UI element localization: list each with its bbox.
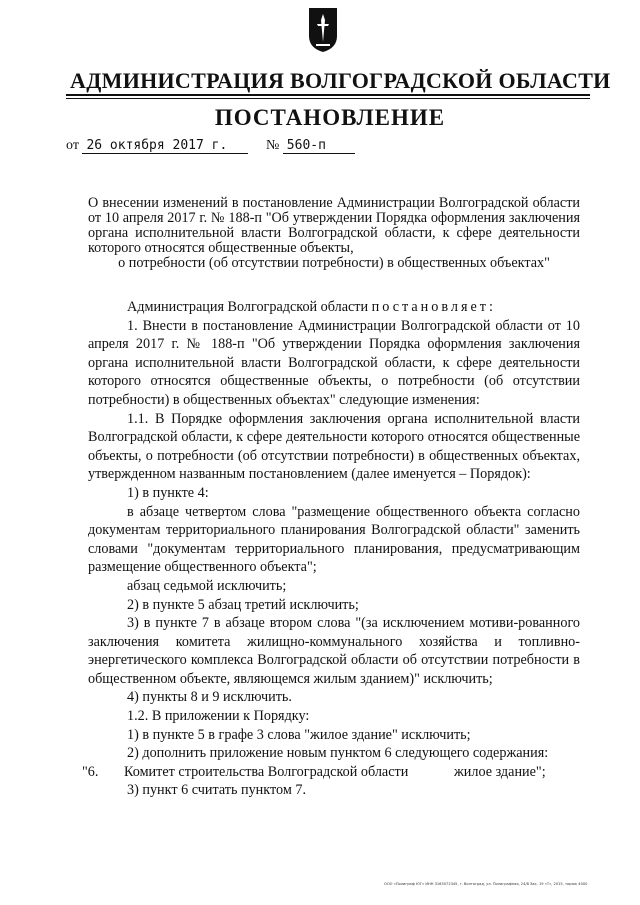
row-number: "6. [82,763,99,780]
document-number: 560-п [283,138,355,154]
subject-line: О внесении изменений в постановление Администрации Волгоградской области от 10 апреля 2017 г. № 188-п "Об утверждении Порядка оформления заключения органа исполнительной власти Волгоградской области, к сфере деятельности которого относятся общественные объекты, [88,195,580,256]
preamble-text: Администрация Волгоградской области [127,299,369,315]
preamble [88,298,580,317]
paragraph: 4) пункты 8 и 9 исключить. [127,689,292,706]
paragraph: 3) в пункте 7 в абзаце втором слова "(за исключением мотиви-рованного заключения комитета жилищно-коммунального хозяйства и топливно-энергетического комплекса Волгоградской области об отсутствии потребности в общественном объекте, являющемся жилым зданием)" исключить; [88,615,580,687]
header-divider-thin [66,98,590,99]
document-date: 26 октября 2017 г. [82,138,248,154]
organization-title: АДМИНИСТРАЦИЯ ВОЛГОГРАДСКОЙ ОБЛАСТИ [70,68,611,93]
paragraph: 1) в пункте 4: [127,484,209,501]
preamble-verb: постановляет: [371,299,496,315]
document-subject [88,196,580,271]
appendix-table-row [82,763,574,782]
printer-note: ООО «Полиграф ЮГ» ИНН 3165072345, г. Волгоград, ул. Полиграфная, 24/8 Зак. 19 «Т», 2015, тираж 4000 [384,882,588,886]
paragraph: 1.1. В Порядке оформления заключения органа исполнительной власти Волгоградской области, к сфере деятельности которого относятся общественные объекты, о потребности (об отсутствии потребности) в общественных объектах, утвержденном названным постановлением (далее именуется – Порядок): [88,410,580,483]
paragraph: 1.2. В приложении к Порядку: [127,708,310,725]
subject-line-last: о потребности (об отсутствии потребности) в общественных объектах" [118,255,550,271]
number-prefix: № [265,138,280,153]
header-divider [66,94,590,96]
document-meta [66,138,355,154]
paragraph: 3) пункт 6 считать пунктом 7. [127,782,306,799]
row-committee: Комитет строительства Волгоградской области [124,763,409,780]
paragraph: абзац седьмой исключить; [127,577,287,594]
paragraph: в абзаце четвертом слова "размещение общественного объекта согласно документам территориального планирования Волгоградской области" заменить словами "документам территориального планирования, предусматривающим размещение общественного объекта"; [88,503,580,576]
date-prefix: от [66,138,79,153]
document-body [82,298,580,800]
document-type-title: ПОСТАНОВЛЕНИЕ [214,105,446,130]
paragraph: 1) в пункте 5 в графе 3 слова "жилое здание" исключить; [127,726,471,743]
paragraph: 2) дополнить приложение новым пунктом 6 следующего содержания: [127,745,549,762]
row-object: жилое здание"; [454,763,546,780]
paragraph: 1. Внести в постановление Администрации Волгоградской области от 10 апреля 2017 г. № 188-п "Об утверждении Порядка оформления заключения органа исполнительной власти Волгоградской области, к сфере деятельности которого относятся общественные объекты, о потребности (об отсутствии потребности) в общественных объектах" следующие изменения: [88,317,580,408]
volgograd-coat-of-arms-icon [307,6,339,54]
paragraph: 2) в пункте 5 абзац третий исключить; [127,596,359,613]
